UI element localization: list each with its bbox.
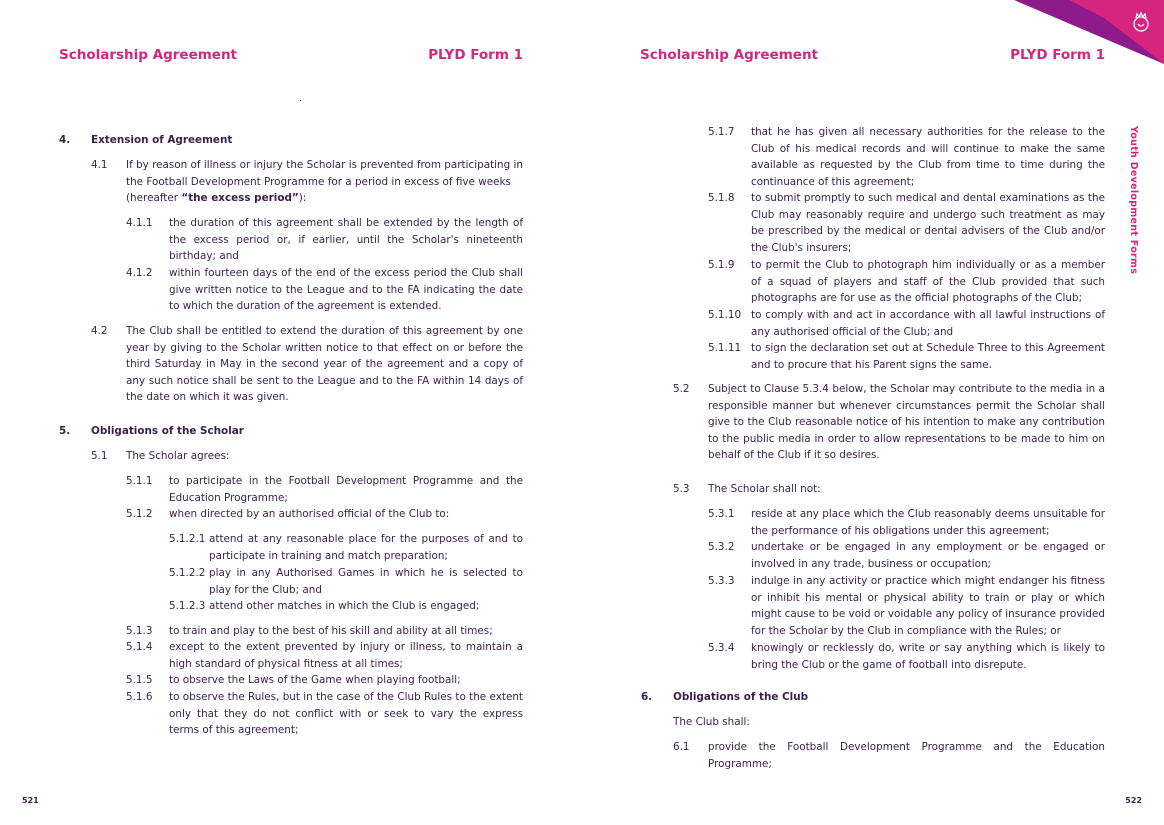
clause-number: 5.3 — [673, 483, 690, 495]
clause-number: 4. — [59, 134, 71, 146]
header-title: Scholarship Agreement — [59, 47, 238, 63]
clause-text: within fourteen days of the end of the excess period the Club shall give written notice to the League and to the FA indicating the date to which the duration of the agreement is extended. — [169, 267, 523, 313]
clause-number: 5.1 — [91, 450, 108, 462]
clause-text-continued: (hereafter “the excess period”): — [126, 192, 307, 204]
clause-text: provide the Football Development Programme and the Education Programme; — [708, 741, 1105, 770]
section-heading: Extension of Agreement — [91, 134, 233, 146]
clause-text: to sign the declaration set out at Schedule Three to this Agreement and to procure that his Parent signs the same. — [751, 342, 1105, 371]
clause-number: 5.1.8 — [708, 192, 735, 204]
clause-number: 4.1 — [91, 159, 108, 171]
clause-number: 5.1.6 — [126, 691, 153, 703]
clause-text: to comply with and act in accordance with all lawful instructions of any authorised official of the Club; and — [751, 309, 1105, 338]
page-number: 522 — [1125, 796, 1142, 805]
clause-text: The Club shall be entitled to extend the duration of this agreement by one year by giving to the Scholar written notice to that effect on or before the third Saturday in May in the second year of the agreement and a copy of any such notice shall be sent to the League and to the FA within 14 days of the date on which it was given. — [126, 325, 523, 404]
clause-number: 5.1.7 — [708, 126, 735, 138]
clause-number: 5.3.4 — [708, 642, 735, 654]
clause-text: to observe the Rules, but in the case of the Club Rules to the extent only that they do not conflict with or seek to vary the express terms of this agreement; — [169, 691, 523, 737]
header-form: PLYD Form 1 — [428, 47, 523, 63]
side-tab: Youth Development Forms — [1128, 126, 1139, 275]
clause-text: that he has given all necessary authorities for the release to the Club of his medical records and will continue to make the same available as requested by the Club from time to time during the continuance of this agreement; — [751, 126, 1105, 188]
clause-number: 5. — [59, 425, 71, 437]
clause-text: the duration of this agreement shall be extended by the length of the excess period or, if earlier, until the Scholar's nineteenth birthday; and — [169, 217, 523, 263]
clause-text: to participate in the Football Development Programme and the Education Programme; — [169, 475, 523, 504]
right-page — [582, 0, 1164, 825]
clause-text: undertake or be engaged in any employment or be engaged or involved in any trade, business or occupation; — [751, 541, 1105, 570]
clause-number: 5.1.4 — [126, 641, 153, 653]
clause-number: 5.2 — [673, 383, 690, 395]
clause-number: 6.1 — [673, 741, 690, 753]
page-number: 521 — [22, 796, 39, 805]
clause-text: Subject to Clause 5.3.4 below, the Scholar may contribute to the media in a responsible manner but whenever circumstances permit the Scholar shall give to the Club reasonable notice of his intention to make any contribution to the public media in order to allow representations to be made to him on behalf of the Club if it so desires. — [708, 383, 1105, 462]
clause-text: attend at any reasonable place for the purposes of and to participate in training and match preparation; — [209, 533, 523, 562]
clause-text: indulge in any activity or practice which might endanger his fitness or inhibit his mental or physical ability to train or play or which might cause to be void or voidable any policy of insurance provided for the Scholar by the Club in compliance with the Rules; or — [751, 575, 1105, 637]
clause-text: to train and play to the best of his skill and ability at all times; — [169, 625, 493, 637]
clause-text: to submit promptly to such medical and dental examinations as the Club may reasonably require and undergo such treatment as may be prescribed by the medical or dental advisers of the Club and/or the Club's insurers; — [751, 192, 1105, 254]
clause-text: to observe the Laws of the Game when playing football; — [169, 674, 461, 686]
clause-number: 4.1.2 — [126, 267, 153, 279]
clause-text: play in any Authorised Games in which he is selected to play for the Club; and — [209, 567, 523, 596]
clause-text: to permit the Club to photograph him individually or as a member of a squad of players and staff of the Club provided that such photographs are for use as the official photographs of the Club; — [751, 259, 1105, 305]
clause-text: The Club shall: — [673, 716, 750, 728]
clause-number: 5.1.5 — [126, 674, 153, 686]
clause-number: 5.1.2 — [126, 508, 153, 520]
clause-text: except to the extent prevented by injury or illness, to maintain a high standard of physical fitness at all times; — [169, 641, 523, 670]
clause-number: 4.1.1 — [126, 217, 153, 229]
clause-number: 5.1.9 — [708, 259, 735, 271]
clause-text: If by reason of illness or injury the Scholar is prevented from participating in the Football Development Programme for a period in excess of five weeks — [126, 159, 523, 188]
clause-number: 4.2 — [91, 325, 108, 337]
clause-number: 5.3.1 — [708, 508, 735, 520]
section-heading: Obligations of the Club — [673, 691, 809, 703]
clause-number: 5.1.3 — [126, 625, 153, 637]
clause-number: 5.1.2.2 — [169, 567, 206, 579]
clause-number: 5.3.2 — [708, 541, 735, 553]
header-form: PLYD Form 1 — [1010, 47, 1105, 63]
clause-text: The Scholar agrees: — [126, 450, 230, 462]
clause-number: 5.3.3 — [708, 575, 735, 587]
clause-number: 5.1.10 — [708, 309, 742, 321]
stray-dot — [300, 100, 301, 101]
clause-text: attend other matches in which the Club is engaged; — [209, 600, 480, 612]
clause-number: 5.1.2.3 — [169, 600, 206, 612]
clause-text: The Scholar shall not: — [708, 483, 821, 495]
clause-text: reside at any place which the Club reasonably deems unsuitable for the performance of his obligations under this agreement; — [751, 508, 1105, 537]
clause-number: 6. — [641, 691, 653, 703]
header-title: Scholarship Agreement — [640, 47, 819, 63]
clause-number: 5.1.11 — [708, 342, 742, 354]
clause-text: knowingly or recklessly do, write or say anything which is likely to bring the Club or the game of football into disrepute. — [751, 642, 1105, 671]
section-heading: Obligations of the Scholar — [91, 425, 244, 437]
clause-number: 5.1.2.1 — [169, 533, 206, 545]
clause-text: when directed by an authorised official of the Club to: — [169, 508, 450, 520]
clause-number: 5.1.1 — [126, 475, 153, 487]
